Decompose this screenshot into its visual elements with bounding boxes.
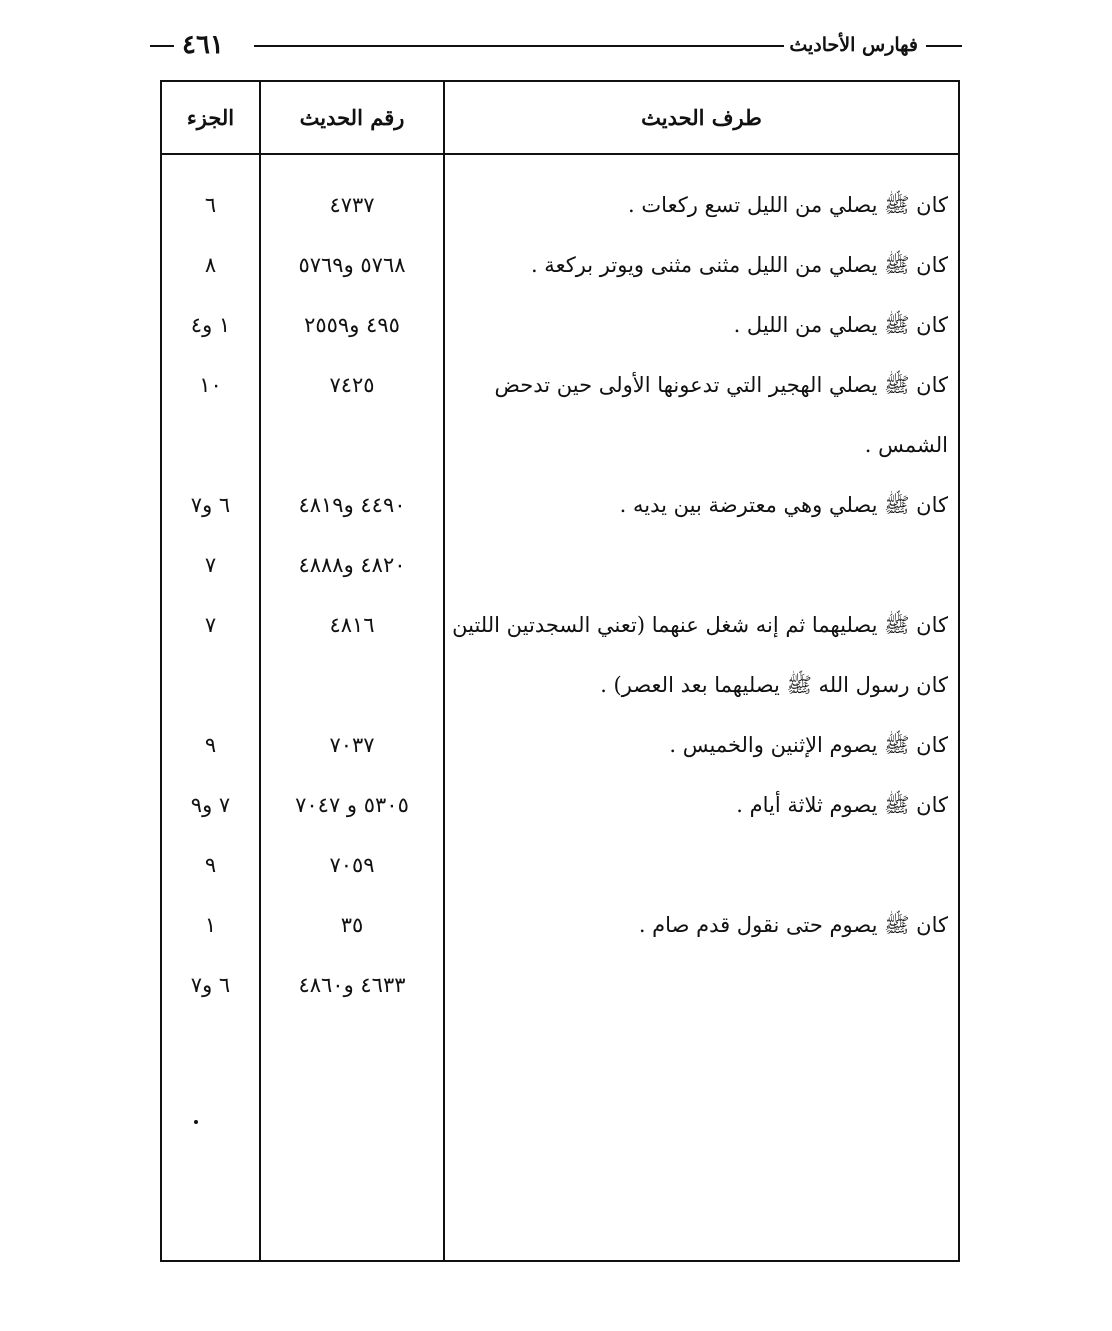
hadith-number: ٧٤٢٥ — [329, 373, 375, 397]
volume-number: ٧ — [204, 613, 217, 637]
print-speck — [194, 1120, 198, 1124]
hadith-text — [452, 955, 948, 1015]
table-row — [162, 295, 958, 355]
volume-number: ٩ — [204, 733, 217, 757]
hadith-number: ٤٩٥ و٢٥٥٩ — [304, 313, 400, 337]
hadith-text: كان ﷺ يصوم ثلاثة أيام . — [736, 793, 948, 817]
running-head-title: فهارس الأحاديث — [789, 34, 918, 56]
table-row — [162, 595, 958, 715]
hadith-number: ٥٣٠٥ و ٧٠٤٧ — [295, 793, 409, 817]
table-body — [162, 175, 958, 1015]
hadith-text: كان ﷺ يصلي الهجير التي تدعونها الأولى حين تدحض الشمس . — [494, 373, 948, 457]
hadith-index-table — [160, 80, 960, 1262]
hadith-text: كان ﷺ يصوم الإثنين والخميس . — [669, 733, 948, 757]
volume-number: ٦ و٧ — [190, 493, 231, 517]
hadith-text: كان ﷺ يصلي من الليل تسع ركعات . — [628, 193, 948, 217]
table-row — [162, 175, 958, 235]
hadith-number: ٤٦٣٣ و٤٨٦٠ — [298, 973, 406, 997]
hadith-number: ٥٧٦٨ و٥٧٦٩ — [298, 253, 406, 277]
table-row — [162, 235, 958, 295]
page-number: ٤٦١ — [182, 30, 224, 60]
table-row — [162, 895, 958, 955]
table-row — [162, 535, 958, 595]
hadith-number: ٤٨١٦ — [329, 613, 375, 637]
hadith-number: ٧٠٣٧ — [329, 733, 375, 757]
running-head-dash — [926, 45, 962, 47]
hadith-number: ٤٤٩٠ و٤٨١٩ — [298, 493, 406, 517]
volume-number: ٧ — [204, 553, 217, 577]
header-hadith-text: طرف الحديث — [641, 105, 762, 130]
table-row — [162, 355, 958, 475]
hadith-number: ٧٠٥٩ — [329, 853, 375, 877]
hadith-number: ٤٨٢٠ و٤٨٨٨ — [298, 553, 406, 577]
hadith-text — [452, 835, 948, 895]
volume-number: ٨ — [204, 253, 217, 277]
volume-number: ١ و٤ — [190, 313, 231, 337]
header-hadith-number: رقم الحديث — [299, 105, 405, 130]
volume-number: ٩ — [204, 853, 217, 877]
hadith-text: كان ﷺ يصلي من الليل . — [733, 313, 948, 337]
header-divider — [162, 153, 958, 155]
hadith-text: كان ﷺ يصليهما ثم إنه شغل عنهما (تعني السجدتين اللتين كان رسول الله ﷺ يصليهما بعد العصر) . — [452, 613, 948, 697]
hadith-number: ٤٧٣٧ — [329, 193, 375, 217]
header-volume: الجزء — [186, 105, 235, 130]
hadith-text: كان ﷺ يصلي من الليل مثنى مثنى ويوتر بركعة . — [530, 253, 948, 277]
volume-number: ١ — [204, 913, 217, 937]
volume-number: ٦ و٧ — [190, 973, 231, 997]
volume-number: ١٠ — [199, 373, 222, 397]
hadith-text — [452, 535, 948, 595]
table-row — [162, 775, 958, 835]
hadith-text: كان ﷺ يصوم حتى نقول قدم صام . — [638, 913, 948, 937]
running-head — [150, 28, 962, 64]
hadith-number: ٣٥ — [340, 913, 364, 937]
table-row — [162, 835, 958, 895]
table-row — [162, 475, 958, 535]
table-row — [162, 715, 958, 775]
table-row — [162, 955, 958, 1015]
volume-number: ٧ و٩ — [190, 793, 231, 817]
running-head-rule — [254, 45, 784, 47]
running-head-dash — [150, 45, 174, 47]
volume-number: ٦ — [204, 193, 217, 217]
hadith-text: كان ﷺ يصلي وهي معترضة بين يديه . — [619, 493, 948, 517]
